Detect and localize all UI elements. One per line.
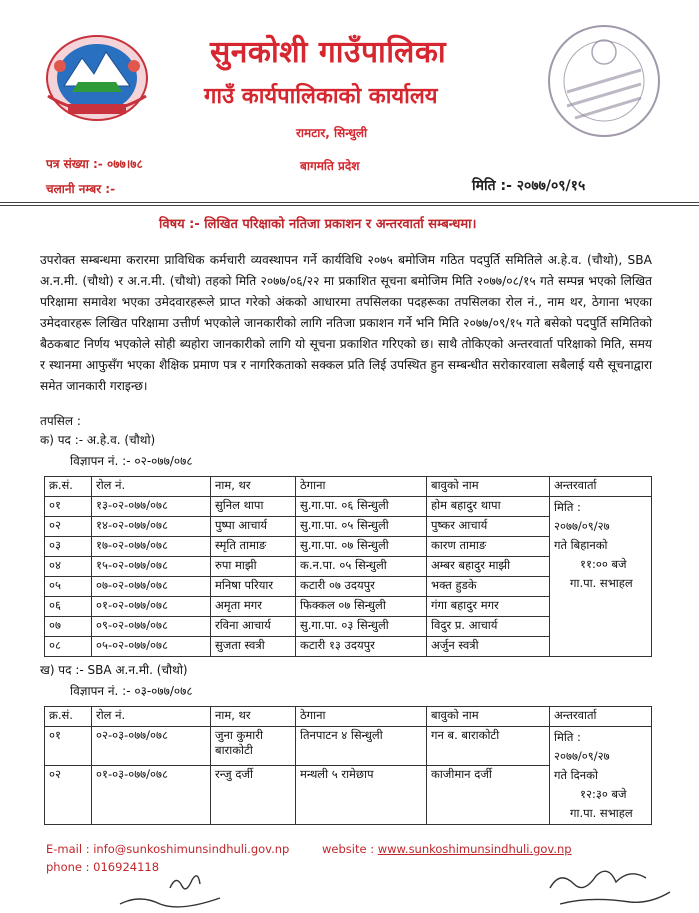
cell-name: सुजता स्वत्री <box>211 637 296 657</box>
col-name: नाम, थर <box>211 707 296 727</box>
cell-address: सु.गा.पा. ०७ सिन्धुली <box>296 537 427 557</box>
cell-father: गंगा बहादुर मगर <box>427 597 550 617</box>
cell-father: अम्बर बहादुर माझी <box>427 557 550 577</box>
cell-name: जुना कुमारी बाराकोटी <box>211 727 296 766</box>
col-sn: क्र.सं. <box>45 477 92 497</box>
org-name: सुनकोशी गाउँपालिका <box>210 35 447 70</box>
cell-roll: ०७-०२-०७७/०७८ <box>92 577 211 597</box>
header-divider-bottom <box>0 205 699 206</box>
cell-sn: ०१ <box>45 497 92 517</box>
interview-line: गा.पा. सभाहल <box>570 576 633 590</box>
cell-sn: ०२ <box>45 517 92 537</box>
col-address: ठेगाना <box>296 477 427 497</box>
website-label: website : <box>322 842 378 856</box>
col-roll: रोल नं. <box>92 707 211 727</box>
cell-address: फिक्कल ०७ सिन्धुली <box>296 597 427 617</box>
section-post-2: ख) पद :- SBA अ.न.मी. (चौथो) <box>40 663 188 677</box>
cell-roll: ०२-०३-०७७/०७८ <box>92 727 211 766</box>
table-header-row <box>45 477 652 497</box>
cell-sn: ०६ <box>45 597 92 617</box>
results-table-2 <box>44 706 652 825</box>
cell-address: तिनपाटन ४ सिन्धुली <box>296 727 427 766</box>
cell-father: गन ब. बाराकोटी <box>427 727 550 766</box>
col-interview: अन्तरवार्ता <box>550 707 652 727</box>
signature-left <box>100 860 260 910</box>
interview-line: ११:०० बजे <box>580 557 627 571</box>
dispatch-number: चलानी नम्बर :- <box>46 182 116 196</box>
cell-address: कटारी ०७ उदयपुर <box>296 577 427 597</box>
cell-interview <box>550 727 652 825</box>
section-post-1: क) पद :- अ.हे.व. (चौथो) <box>40 433 156 447</box>
col-father: बावुको नाम <box>427 707 550 727</box>
tapsil-label: तपसिल : <box>40 414 81 428</box>
interview-line: २०७७/०९/२७ <box>554 519 610 533</box>
body-paragraph: उपरोक्त सम्बन्धमा करारमा प्राविधिक कर्मचारी व्यवस्थापन गर्ने कार्यविधि २०७५ बमोजिम गठित पदपुर्ति समितिले अ.हे.व. (चौथो), SBA अ.न.मी. (चौथो) र अ.न.मी. (चौथो) तहको मिति २०७७/०६/२२ मा प्रकाशित सूचना बमोजिम मिति २०७७/०८/१५ गते सम्पन्न भएको लिखित परिक्षामा समावेश भएका उमेदवारहरूले प्राप्त गरेको अंकको आधारमा तपसिलका पदहरूका तपसिलका रोल नं., नाम थर, ठेगाना भएका उमेदवारहरू लिखित परिक्षामा उत्तीर्ण भएकोले जानकारीको लागि नतिजा प्रकाशन गर्ने भनि मिति २०७७/०९/१५ गते बसेको पदपुर्ति समितिको बैठकबाट निर्णय भएकोले सोही ब्यहोरा जानकारीको लागि यो सूचना प्रकाशित गरिएको छ। साथै तोकिएको अन्तरवार्ता परिक्षाको मिति, समय र स्थानमा आफुसँग भएका शैक्षिक प्रमाण पत्र र नागरिकताको सक्कल प्रति लिई उपस्थित हुन सम्बन्धीत सरोकारवाला सबैलाई यसै सूचनाद्वारा समेत जानकारी गराइन्छ। <box>40 253 652 393</box>
col-roll: रोल नं. <box>92 477 211 497</box>
cell-name: अमृता मगर <box>211 597 296 617</box>
cell-address: क.न.पा. ०५ सिन्धुली <box>296 557 427 577</box>
cell-roll: ०५-०२-०७७/०७८ <box>92 637 211 657</box>
cell-name: रविना आचार्य <box>211 617 296 637</box>
interview-line: मिति : <box>554 500 581 514</box>
letter-number-value: ०७७।७८ <box>106 157 143 171</box>
cell-sn: ०४ <box>45 557 92 577</box>
letter-number <box>46 155 143 172</box>
cell-address: कटारी १३ उदयपुर <box>296 637 427 657</box>
website-link[interactable]: www.sunkoshimunsindhuli.gov.np <box>377 842 572 856</box>
cell-father: होम बहादुर थापा <box>427 497 550 517</box>
cell-name: मनिषा परियार <box>211 577 296 597</box>
address: रामटार, सिन्धुली <box>296 126 368 140</box>
cell-address: मन्थली ५ रामेछाप <box>296 766 427 825</box>
footer-website <box>322 842 572 856</box>
cell-name: सुनिल थापा <box>211 497 296 517</box>
date-label: मिति :- <box>472 178 512 194</box>
cell-father: विदुर प्र. आचार्य <box>427 617 550 637</box>
letter-number-label: पत्र संख्या :- <box>46 157 103 171</box>
cell-father: कारण तामाङ <box>427 537 550 557</box>
cell-roll: ०१-०३-०७७/०७८ <box>92 766 211 825</box>
col-address: ठेगाना <box>296 707 427 727</box>
cell-roll: १७-०२-०७७/०७८ <box>92 537 211 557</box>
cell-roll: ०१-०२-०७७/०७८ <box>92 597 211 617</box>
results-table-1 <box>44 476 652 657</box>
municipality-logo <box>38 26 156 126</box>
cell-roll: १५-०२-०७७/०७८ <box>92 557 211 577</box>
nepal-emblem-icon <box>38 26 156 126</box>
office-seal-icon <box>545 22 663 140</box>
cell-sn: ०२ <box>45 766 92 825</box>
interview-line: मिति : <box>554 730 581 744</box>
interview-line: गा.पा. सभाहल <box>570 806 633 820</box>
signature-right <box>530 858 690 910</box>
office-name: गाउँ कार्यपालिकाको कार्यालय <box>204 84 438 109</box>
col-interview: अन्तरवार्ता <box>550 477 652 497</box>
cell-sn: ०१ <box>45 727 92 766</box>
cell-name: रन्जु दर्जी <box>211 766 296 825</box>
cell-sn: ०३ <box>45 537 92 557</box>
cell-roll: ०९-०२-०७७/०७८ <box>92 617 211 637</box>
cell-father: पुष्कर आचार्य <box>427 517 550 537</box>
section-ad-no-1: विज्ञापन नं. :- ०२-०७७/०७८ <box>70 454 193 468</box>
cell-address: सु.गा.पा. ०५ सिन्धुली <box>296 517 427 537</box>
cell-address: सु.गा.पा. ०३ सिन्धुली <box>296 617 427 637</box>
cell-name: स्मृति तामाङ <box>211 537 296 557</box>
cell-name: पुष्पा आचार्य <box>211 517 296 537</box>
date-value: २०७७/०९/१५ <box>516 178 586 194</box>
cell-interview <box>550 497 652 657</box>
cell-father: काजीमान दर्जी <box>427 766 550 825</box>
footer-email: E-mail : info@sunkoshimunsindhuli.gov.np <box>46 842 290 856</box>
handwritten-signature-icon <box>530 858 690 910</box>
col-name: नाम, थर <box>211 477 296 497</box>
handwritten-signature-icon <box>100 860 260 910</box>
table-row <box>45 497 652 517</box>
cell-sn: ०७ <box>45 617 92 637</box>
subject-line: विषय :- लिखित परिक्षाको नतिजा प्रकाशन र अन्तरवार्ता सम्बन्धमा। <box>159 217 477 232</box>
section-ad-no-2: विज्ञापन नं. :- ०३-०७७/०७८ <box>70 684 193 698</box>
col-sn: क्र.सं. <box>45 707 92 727</box>
table-row <box>45 727 652 766</box>
header-divider-top <box>0 202 699 203</box>
interview-line: १२:३० बजे <box>580 787 627 801</box>
interview-line: गते बिहानको <box>554 538 608 552</box>
cell-father: अर्जुन स्वत्री <box>427 637 550 657</box>
cell-roll: १३-०२-०७७/०७८ <box>92 497 211 517</box>
col-father: बावुको नाम <box>427 477 550 497</box>
office-seal <box>545 22 663 140</box>
footer-phone: phone : 016924118 <box>46 860 160 874</box>
province: बागमति प्रदेश <box>300 159 360 173</box>
cell-sn: ०८ <box>45 637 92 657</box>
interview-line: २०७७/०९/२७ <box>554 749 610 763</box>
cell-name: रुपा माझी <box>211 557 296 577</box>
table-header-row <box>45 707 652 727</box>
cell-roll: १४-०२-०७७/०७८ <box>92 517 211 537</box>
cell-address: सु.गा.पा. ०६ सिन्धुली <box>296 497 427 517</box>
letter-date <box>472 176 585 195</box>
cell-sn: ०५ <box>45 577 92 597</box>
interview-line: गते दिनको <box>554 768 598 782</box>
cell-father: भक्त हुडके <box>427 577 550 597</box>
